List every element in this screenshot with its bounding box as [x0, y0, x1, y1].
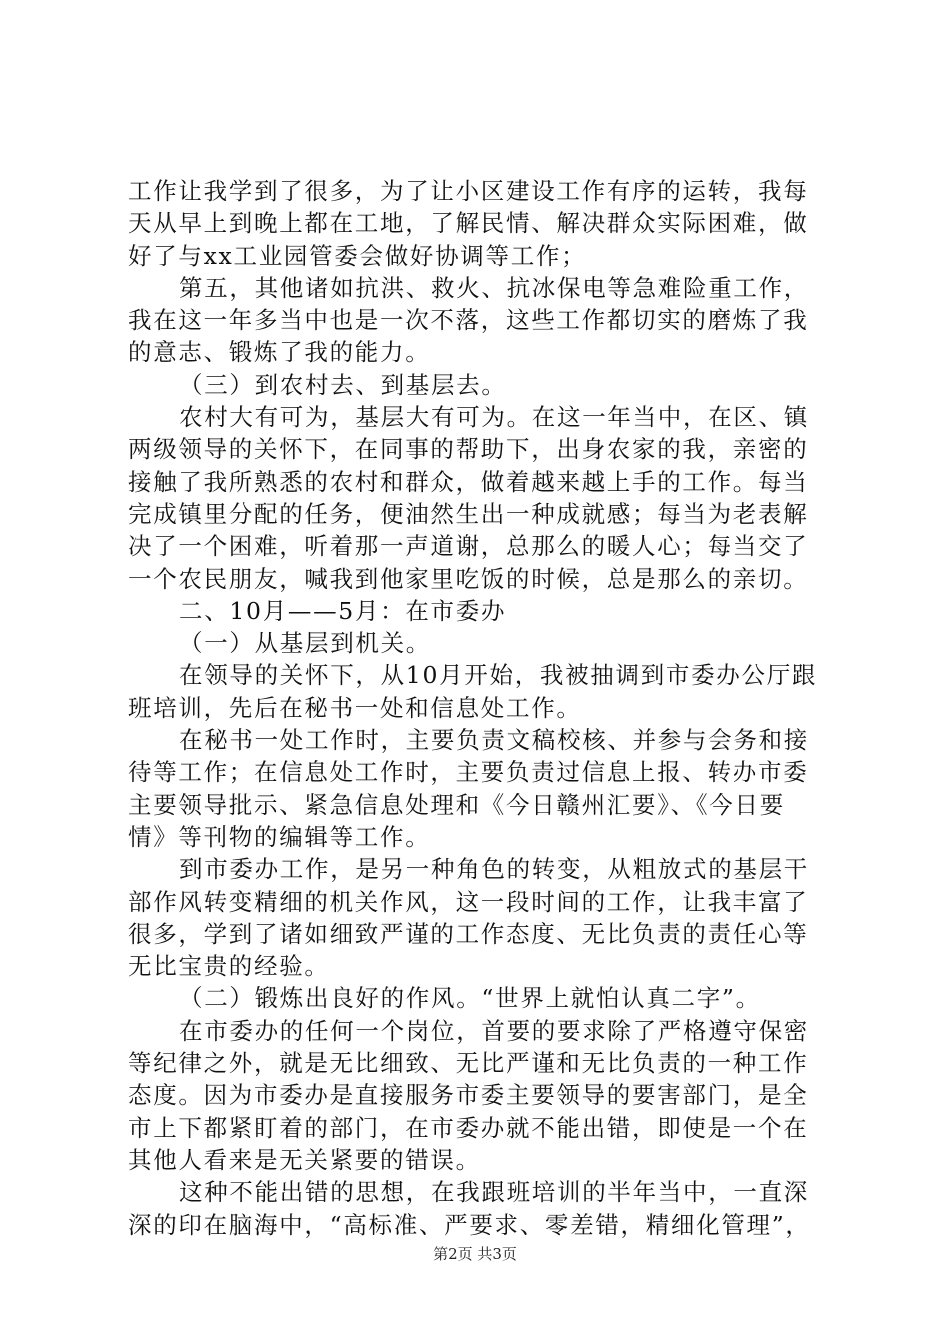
text-line: （三）到农村去、到基层去。 [179, 370, 507, 399]
text-line: 态度。因为市委办是直接服务市委主要领导的要害部门，是全 [128, 1081, 809, 1110]
text-line: 两级领导的关怀下，在同事的帮助下，出身农家的我，亲密的 [128, 435, 809, 464]
text-line: 工作让我学到了很多，为了让小区建设工作有序的运转，我每 [128, 177, 809, 205]
text-line: （一）从基层到机关。 [179, 629, 431, 658]
text-line: 一个农民朋友，喊我到他家里吃饭的时候，总是那么的亲切。 [128, 564, 809, 593]
text-line: 在秘书一处工作时，主要负责文稿校核、并参与会务和接 [179, 726, 809, 755]
text-line: 在市委办的任何一个岗位，首要的要求除了严格遵守保密 [179, 1016, 809, 1045]
text-line: 这种不能出错的思想，在我跟班培训的半年当中，一直深 [179, 1178, 809, 1207]
text-line: 第五，其他诸如抗洪、救火、抗冰保电等急难险重工作， [179, 273, 809, 302]
text-line: 的意志、锻炼了我的能力。 [128, 338, 431, 367]
text-line: 好了与xx工业园管委会做好协调等工作； [128, 241, 587, 270]
text-line: 深的印在脑海中，“高标准、严要求、零差错，精细化管理”， [128, 1210, 811, 1239]
page-number: 第2页 [433, 1245, 473, 1263]
page-total: 共3页 [477, 1245, 517, 1263]
page-footer [0, 1244, 950, 1264]
document-body [128, 175, 840, 1241]
text-line: 农村大有可为，基层大有可为。在这一年当中，在区、镇 [179, 403, 809, 432]
text-line: 等纪律之外，就是无比细致、无比严谨和无比负责的一种工作 [128, 1049, 809, 1078]
text-line: 很多，学到了诸如细致严谨的工作态度、无比负责的责任心等 [128, 919, 809, 948]
text-line: （二）锻炼出良好的作风。“世界上就怕认真二字”。 [179, 984, 761, 1013]
text-line: 主要领导批示、紧急信息处理和《今日赣州汇要》、《今日要 [128, 790, 785, 819]
text-line: 二、10月——5月：在市委办 [179, 596, 507, 625]
text-line: 情》等刊物的编辑等工作。 [128, 822, 431, 851]
text-line: 待等工作；在信息处工作时，主要负责过信息上报、转办市委 [128, 758, 809, 787]
text-line: 决了一个困难，听着那一声道谢，总那么的暖人心；每当交了 [128, 532, 809, 561]
text-line: 完成镇里分配的任务，便油然生出一种成就感；每当为老表解 [128, 499, 809, 528]
text-line: 我在这一年多当中也是一次不落，这些工作都切实的磨炼了我 [128, 306, 809, 335]
text-line: 接触了我所熟悉的农村和群众，做着越来越上手的工作。每当 [128, 467, 809, 496]
text-line: 班培训，先后在秘书一处和信息处工作。 [128, 693, 582, 722]
text-line: 天从早上到晚上都在工地，了解民情、解决群众实际困难，做 [128, 209, 809, 238]
text-line: 其他人看来是无关紧要的错误。 [128, 1145, 481, 1174]
text-line: 在领导的关怀下，从10月开始，我被抽调到市委办公厅跟 [179, 661, 818, 690]
text-line: 无比宝贵的经验。 [128, 952, 330, 981]
text-line: 市上下都紧盯着的部门，在市委办就不能出错，即使是一个在 [128, 1113, 809, 1142]
text-line: 部作风转变精细的机关作风，这一段时间的工作，让我丰富了 [128, 887, 809, 916]
text-line: 到市委办工作，是另一种角色的转变，从粗放式的基层干 [179, 855, 809, 884]
